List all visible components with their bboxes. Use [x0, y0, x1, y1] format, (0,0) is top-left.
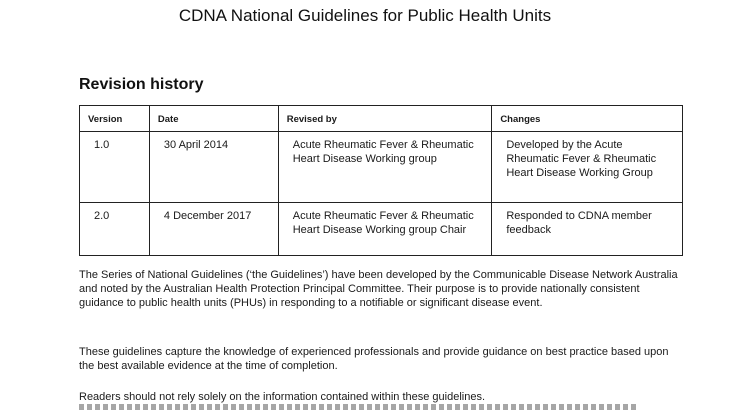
revision-history-table: [79, 105, 683, 256]
disclaimer-paragraph: Readers should not rely solely on the information contained within these guidelines.: [79, 391, 486, 403]
document-title: CDNA National Guidelines for Public Health Units: [178, 6, 552, 25]
cell-revised-by: Acute Rheumatic Fever & Rheumatic Heart Disease Working group Chair: [278, 203, 492, 256]
cell-version: 2.0: [80, 203, 150, 256]
cell-version: 1.0: [80, 132, 150, 203]
cell-date: 4 December 2017: [149, 203, 278, 256]
cell-changes: Responded to CDNA member feedback: [492, 203, 683, 256]
cell-revised-by: Acute Rheumatic Fever & Rheumatic Heart Disease Working group: [278, 132, 492, 203]
intro-paragraph: The Series of National Guidelines (‘the Guidelines’) have been developed by the Communicable Disease Network Australia and noted by the Australian Health Protection Principal Committee. Their purpose is to provide nationally consistent guidance to public health units (PHUs) in responding to a notifiable or significant disease event.: [79, 269, 678, 310]
guidance-paragraph: These guidelines capture the knowledge of experienced professionals and provide guidance on best practice based upon the best available evidence at the time of completion.: [79, 346, 669, 373]
table-row: [80, 203, 683, 256]
header-revised-by: Revised by: [278, 106, 492, 132]
header-version: Version: [80, 106, 150, 132]
cell-changes: Developed by the Acute Rheumatic Fever & Rheumatic Heart Disease Working Group: [492, 132, 683, 203]
cell-date: 30 April 2014: [149, 132, 278, 203]
table-header-row: [80, 106, 683, 132]
table-row: [80, 132, 683, 203]
header-date: Date: [149, 106, 278, 132]
cropped-text-line: [79, 404, 639, 410]
revision-history-heading: Revision history: [79, 76, 204, 93]
header-changes: Changes: [492, 106, 683, 132]
